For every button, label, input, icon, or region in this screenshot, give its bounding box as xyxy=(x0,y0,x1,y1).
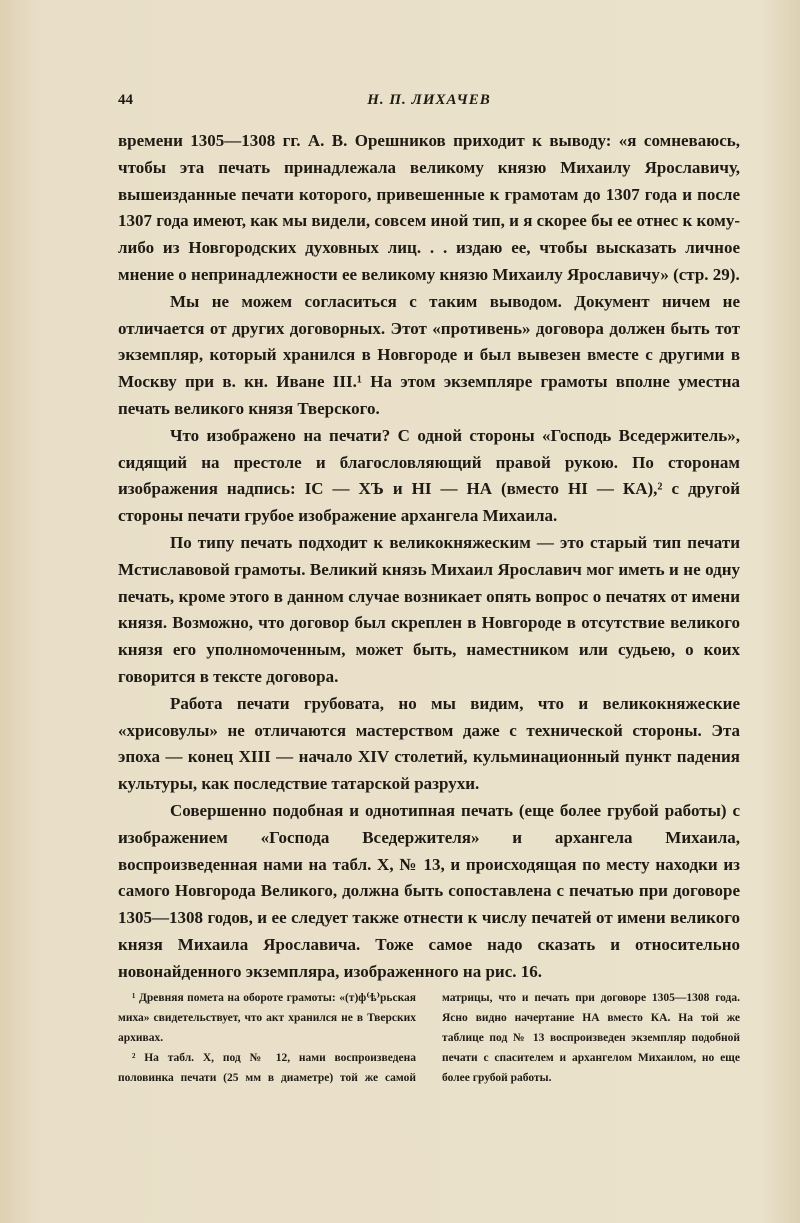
page-header xyxy=(118,92,740,112)
running-title: Н. П. ЛИХАЧЕВ xyxy=(367,92,491,108)
footnote: ² На табл. X, под № 12, нами воспроизведена половинка печати (25 мм в диаметре) той же самой матрицы, что и печать при договоре 1305—1308 года. Ясно видно начертание НА вместо КА. На той же таблице под № 13 воспроизведен экземпляр подобной печати с спасителем и архангелом Михаилом, но еще более грубой работы. xyxy=(118,992,740,1084)
paragraph: времени 1305—1308 гг. А. В. Орешников приходит к выводу: «я сомневаюсь, чтобы эта печать принадлежала великому князю Михаилу Ярославичу, вышеизданные печати которого, привешенные к грамотам до 1307 года и после 1307 года имеют, как мы видели, совсем иной тип, и я скорее бы ее отнес к кому-либо из Новгородских духовных лиц. . . издаю ее, чтобы высказать личное мнение о непринадлежности ее великому князю Михаилу Ярославичу» (стр. 29). xyxy=(118,131,740,284)
paragraph: Мы не можем согласиться с таким выводом. Документ ничем не отличается от других договорных. Этот «противень» договора должен быть тот экземпляр, который хранился в Новгороде и был вывезен вместе с другими в Москву при в. кн. Иване III.¹ На этом экземпляре грамоты вполне уместна печать великого князя Тверского. xyxy=(118,291,740,418)
page-number: 44 xyxy=(118,92,133,108)
footnotes xyxy=(118,988,740,1088)
paragraph: Работа печати грубовата, но мы видим, что и великокняжеские «хрисовулы» не отличаются мастерством даже с технической стороны. Эта эпоха — конец XIII — начало XIV столетий, кульминационный пункт падения культуры, как последствие татарской разрухи. xyxy=(118,693,740,794)
paragraph: Совершенно подобная и однотипная печать (еще более грубой работы) с изображением «Господа Вседержителя» и архангела Михаила, воспроизведенная нами на табл. X, № 13, и происходящая по месту находки из самого Новгорода Великого, должна быть сопоставлена с печатью при договоре 1305—1308 годов, и ее следует также отнести к числу печатей от имени великого князя Михаила Ярославича. Тоже самое надо сказать и относительно новонайденного экземпляра, изображенного на рис. 16. xyxy=(118,800,740,981)
footnote: ¹ Древняя помета на обороте грамоты: «(т)ф⁽ѣ⁾рьская миха» свидетельствует, что акт хранился не в Тверских архивах. xyxy=(118,992,416,1044)
main-text xyxy=(118,128,740,986)
paragraph: По типу печать подходит к великокняжеским — это старый тип печати Мстиславовой грамоты. Великий князь Михаил Ярославич мог иметь и не одну печать, кроме этого в данном случае возникает опять вопрос о печатях от имени князя. Возможно, что договор был скреплен в Новгороде в отсутствие великого князя его уполномоченным, может быть, наместником или судьею, о коих говорится в тексте договора. xyxy=(118,532,740,686)
paragraph: Что изображено на печати? С одной стороны «Господь Вседержитель», сидящий на престоле и благословляющий правой рукою. По сторонам изображения надпись: ІС — ХЪ и НІ — НА (вместо НІ — КА),² с другой стороны печати грубое изображение архангела Михаила. xyxy=(118,425,740,526)
